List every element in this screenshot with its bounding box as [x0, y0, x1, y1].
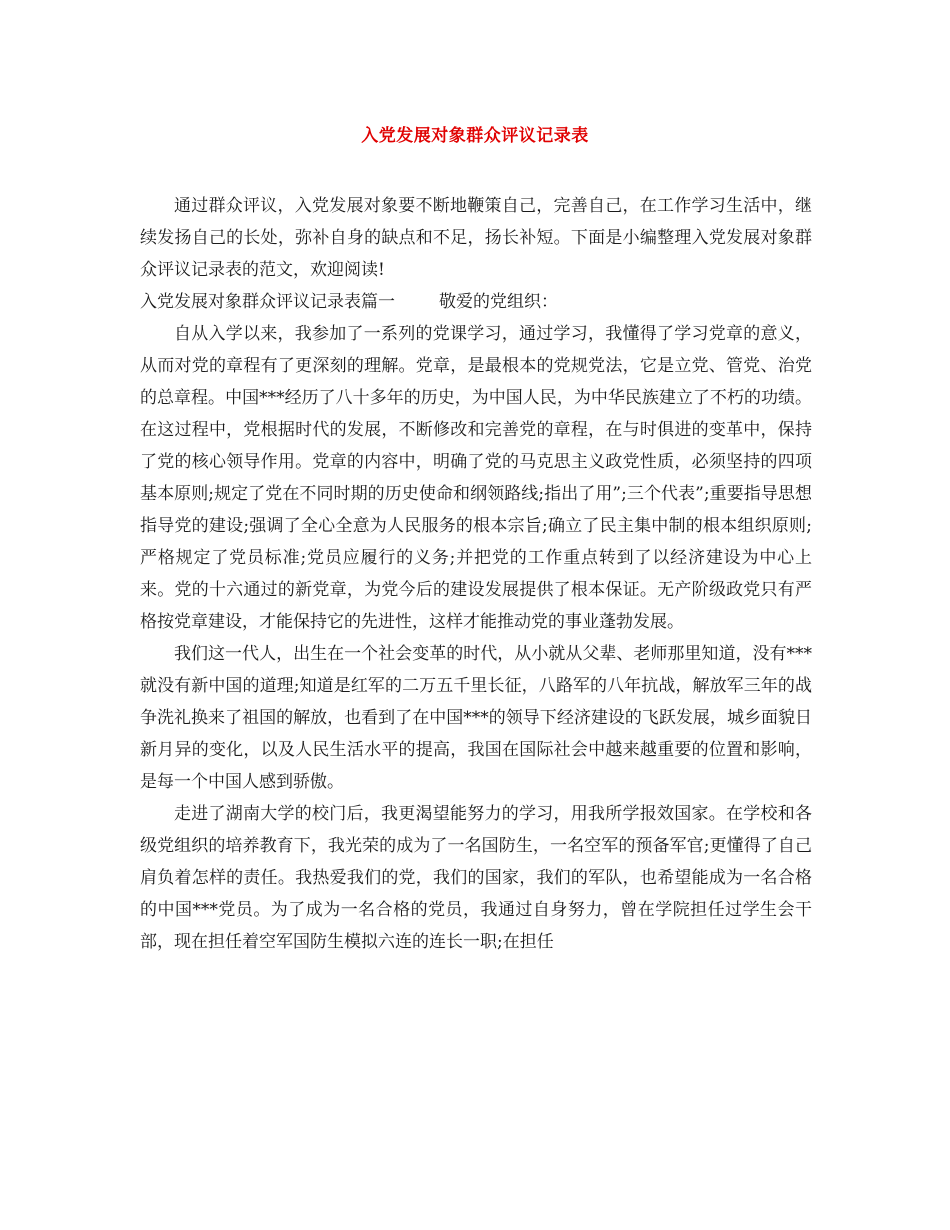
- section-heading-line: [140, 286, 812, 318]
- body-paragraph-3: 走进了湖南大学的校门后，我更渴望能努力的学习，用我所学报效国家。在学校和各级党组织的培养教育下，我光荣的成为了一名国防生，一名空军的预备军官;更懂得了自己肩负着怎样的责任。我热爱我们的党，我们的国家，我们的军队，也希望能成为一名合格的中国***党员。为了成为一名合格的党员，我通过自身努力，曾在学院担任过学生会干部，现在担任着空军国防生模拟六连的连长一职;在担任: [140, 804, 812, 952]
- salutation: 敬爱的党组织：: [439, 292, 558, 312]
- body-paragraph-2: 我们这一代人，出生在一个社会变革的时代，从小就从父辈、老师那里知道，没有***就没有新中国的道理;知道是红军的二万五千里长征，八路军的八年抗战，解放军三年的战争洗礼换来了祖国的解放，也看到了在中国***的领导下经济建设的飞跃发展，城乡面貌日新月异的变化，以及人民生活水平的提高，我国在国际社会中越来越重要的位置和影响，是每一个中国人感到骄傲。: [140, 644, 812, 792]
- intro-paragraph: 通过群众评议，入党发展对象要不断地鞭策自己，完善自己，在工作学习生活中，继续发扬自己的长处，弥补自身的缺点和不足，扬长补短。下面是小编整理入党发展对象群众评议记录表的范文，欢迎阅读!: [140, 196, 812, 280]
- section-heading: 入党发展对象群众评议记录表篇一: [140, 292, 395, 312]
- document-body: [140, 190, 812, 958]
- body-paragraph-1: 自从入学以来，我参加了一系列的党课学习，通过学习，我懂得了学习党章的意义，从而对党的章程有了更深刻的理解。党章，是最根本的党规党法，它是立党、管党、治党的总章程。中国***经历了八十多年的历史，为中国人民，为中华民族建立了不朽的功绩。在这过程中，党根据时代的发展，不断修改和完善党的章程，在与时俱进的变革中，保持了党的核心领导作用。党章的内容中，明确了党的马克思主义政党性质，必须坚持的四项基本原则;规定了党在不同时期的历史使命和纲领路线;指出了用”;三个代表”;重要指导思想指导党的建设;强调了全心全意为人民服务的根本宗旨;确立了民主集中制的根本组织原则;严格规定了党员标准;党员应履行的义务;并把党的工作重点转到了以经济建设为中心上来。党的十六通过的新党章，为党今后的建设发展提供了根本保证。无产阶级政党只有严格按党章建设，才能保持它的先进性，这样才能推动党的事业蓬勃发展。: [140, 324, 812, 632]
- document-title: 入党发展对象群众评议记录表: [361, 126, 589, 146]
